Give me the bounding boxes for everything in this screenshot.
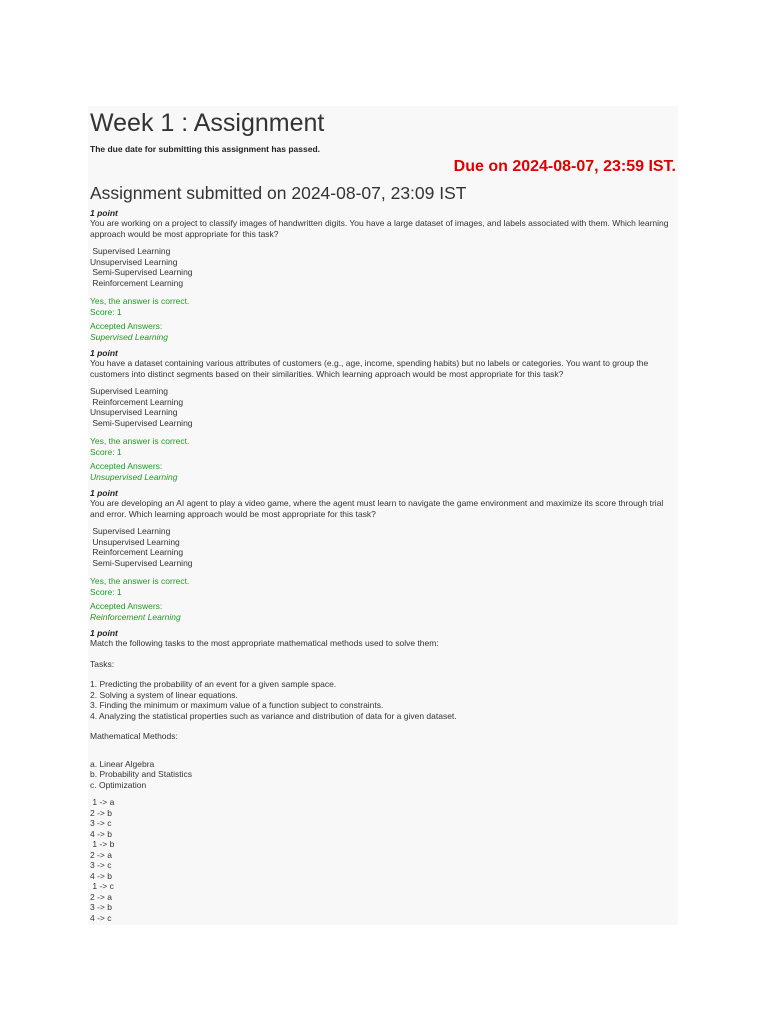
- accepted-label: Accepted Answers:: [90, 601, 163, 611]
- answer-option[interactable]: Semi-Supervised Learning: [90, 267, 193, 277]
- question-points: 1 point: [90, 628, 118, 638]
- accepted-answers: [90, 461, 676, 482]
- answer-option-line: 3 -> c: [90, 818, 112, 828]
- methods-label: Mathematical Methods:: [90, 731, 178, 741]
- answer-option[interactable]: Supervised Learning: [90, 386, 168, 396]
- answer-option[interactable]: Semi-Supervised Learning: [90, 557, 193, 568]
- answer-option[interactable]: Supervised Learning: [90, 526, 171, 536]
- answer-option[interactable]: Semi-Supervised Learning: [90, 417, 193, 428]
- accepted-answer: Unsupervised Learning: [90, 471, 178, 482]
- task-item: 4. Analyzing the statistical properties such as variance and distribution of data for a given dataset.: [90, 710, 457, 721]
- answer-options: [90, 386, 676, 428]
- method-item: c. Optimization: [90, 779, 147, 790]
- score: Score: 1: [90, 306, 122, 317]
- correct-message: Yes, the answer is correct.: [90, 296, 190, 306]
- question-4: [90, 628, 676, 923]
- accepted-answers: [90, 601, 676, 622]
- answer-option-line: 3 -> c: [90, 860, 112, 870]
- answer-option[interactable]: Unsupervised Learning: [90, 256, 178, 267]
- answer-option[interactable]: Reinforcement Learning: [90, 547, 184, 557]
- method-item: b. Probability and Statistics: [90, 769, 193, 779]
- page-title: Week 1 : Assignment: [90, 109, 325, 137]
- answer-option[interactable]: Unsupervised Learning: [90, 407, 178, 417]
- score: Score: 1: [90, 586, 122, 597]
- answer-option[interactable]: 1 -> a: [90, 797, 115, 807]
- answer-option-line: 2 -> b: [90, 807, 112, 818]
- answer-option-line: 2 -> a: [90, 891, 112, 902]
- task-item: 2. Solving a system of linear equations.: [90, 689, 238, 700]
- answer-options: [90, 526, 676, 568]
- answer-option[interactable]: Reinforcement Learning: [90, 277, 184, 288]
- accepted-answer: Reinforcement Learning: [90, 611, 181, 622]
- tasks-label: Tasks:: [90, 658, 115, 669]
- question-text: You have a dataset containing various attributes of customers (e.g., age, income, spending habits) but no labels or categories. You want to group the customers into distinct segments based on their similarities. Which learning approach would be most appropriate for this task?: [90, 358, 649, 379]
- accepted-label: Accepted Answers:: [90, 461, 163, 471]
- answer-options: [90, 797, 676, 923]
- assignment-page: [88, 106, 678, 925]
- question-1: [90, 208, 676, 342]
- task-item: 3. Finding the minimum or maximum value of a function subject to constraints.: [90, 700, 384, 710]
- correct-message: Yes, the answer is correct.: [90, 436, 190, 446]
- question-points: 1 point: [90, 488, 118, 498]
- answer-option-line: 4 -> c: [90, 912, 112, 923]
- task-item: 1. Predicting the probability of an event for a given sample space.: [90, 679, 337, 689]
- answer-feedback: [90, 576, 676, 597]
- question-3: [90, 488, 676, 622]
- accepted-answer: Supervised Learning: [90, 331, 168, 342]
- method-item: a. Linear Algebra: [90, 758, 155, 769]
- question-2: [90, 348, 676, 482]
- question-text: Match the following tasks to the most appropriate mathematical methods used to solve them:: [90, 638, 439, 648]
- answer-option[interactable]: Supervised Learning: [90, 246, 171, 256]
- answer-option[interactable]: Unsupervised Learning: [90, 536, 180, 547]
- question-text: You are developing an AI agent to play a video game, where the agent must learn to navigate the game environment and maximize its score through trial and error. Which learning approach would be most appropriate for this task?: [90, 498, 664, 519]
- answer-option[interactable]: 1 -> c: [90, 881, 114, 891]
- answer-option-line: 4 -> b: [90, 870, 112, 881]
- due-date: Due on 2024-08-07, 23:59 IST.: [453, 158, 676, 175]
- answer-option[interactable]: Reinforcement Learning: [90, 396, 184, 407]
- answer-feedback: [90, 436, 676, 457]
- answer-options: [90, 246, 676, 288]
- answer-option-line: 4 -> b: [90, 828, 112, 839]
- answer-feedback: [90, 296, 676, 317]
- answer-option[interactable]: 1 -> b: [90, 839, 115, 849]
- correct-message: Yes, the answer is correct.: [90, 576, 190, 586]
- due-passed-notice: The due date for submitting this assignment has passed.: [90, 144, 321, 154]
- accepted-answers: [90, 321, 676, 342]
- question-points: 1 point: [90, 208, 118, 218]
- submission-status: Assignment submitted on 2024-08-07, 23:09 IST: [90, 183, 467, 203]
- question-points: 1 point: [90, 348, 118, 358]
- question-text: You are working on a project to classify images of handwritten digits. You have a large dataset of images, and labels associated with them. Which learning approach would be most appropriate for this task?: [90, 218, 669, 239]
- accepted-label: Accepted Answers:: [90, 321, 163, 331]
- answer-option-line: 3 -> b: [90, 902, 112, 912]
- answer-option-line: 2 -> a: [90, 849, 112, 860]
- score: Score: 1: [90, 446, 122, 457]
